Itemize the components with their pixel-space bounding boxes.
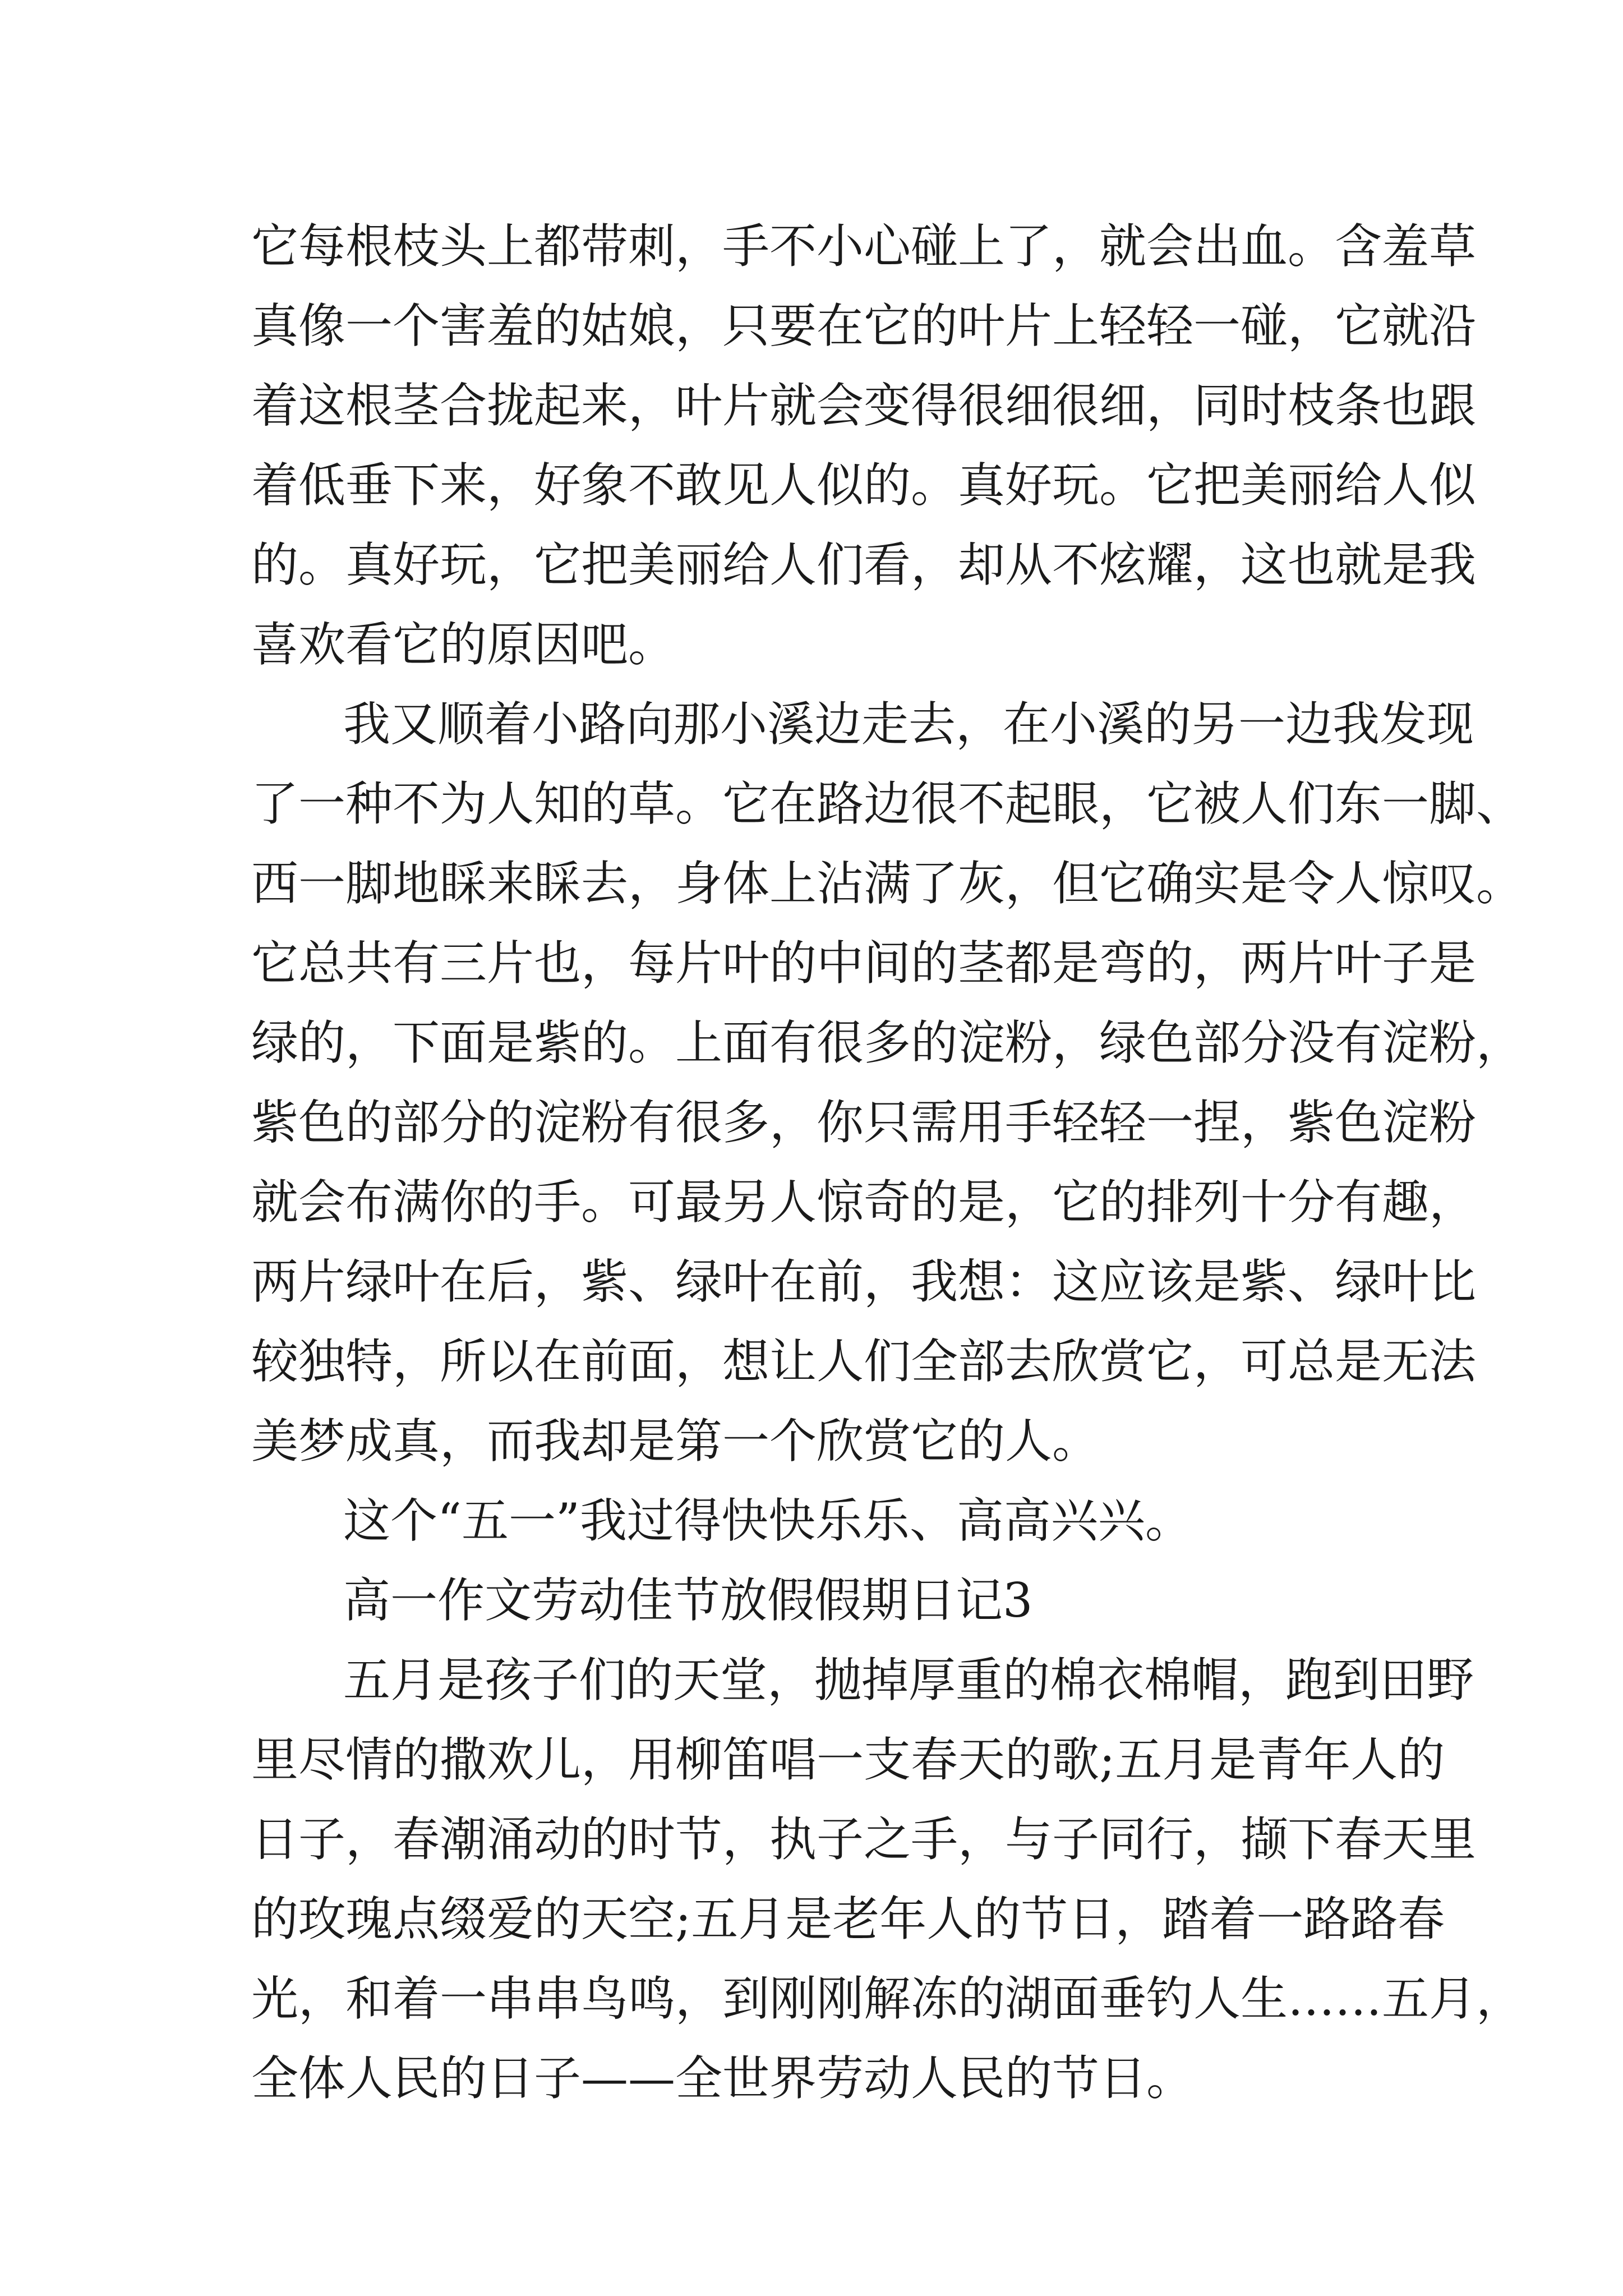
text-line: 较独特，所以在前面，想让人们全部去欣赏它，可总是无法 xyxy=(251,1334,1477,1389)
text-line: 光，和着一串串鸟鸣，到刚刚解冻的湖面垂钓人生……五月， xyxy=(251,1971,1524,2026)
text-line: 它总共有三片也，每片叶的中间的茎都是弯的，两片叶子是 xyxy=(251,936,1477,991)
text-line: 的玫瑰点缀爱的天空;五月是老年人的节日，踏着一路路春 xyxy=(251,1892,1445,1947)
text-line: 就会布满你的手。可最另人惊奇的是，它的排列十分有趣， xyxy=(251,1175,1477,1230)
text-line: 它每根枝头上都带刺，手不小心碰上了，就会出血。含羞草 xyxy=(251,219,1477,274)
text-line: 真像一个害羞的姑娘，只要在它的叶片上轻轻一碰，它就沿 xyxy=(251,298,1477,353)
document-body xyxy=(251,206,1524,2118)
text-line: 着这根茎合拢起来，叶片就会变得很细很细，同时枝条也跟 xyxy=(251,378,1477,433)
text-line: 这个“五一”我过得快快乐乐、高高兴兴。 xyxy=(343,1493,1192,1548)
paragraph xyxy=(251,206,1477,684)
text-line: 全体人民的日子——全世界劳动人民的节日。 xyxy=(251,2051,1194,2106)
text-line: 五月是孩子们的天堂，抛掉厚重的棉衣棉帽，跑到田野 xyxy=(343,1653,1474,1708)
section-heading xyxy=(251,1561,1390,1640)
text-line: 两片绿叶在后，紫、绿叶在前，我想：这应该是紫、绿叶比 xyxy=(251,1254,1477,1309)
text-line: 喜欢看它的原因吧。 xyxy=(251,617,676,672)
heading-line: 高一作文劳动佳节放假假期日记3 xyxy=(343,1573,1033,1628)
paragraph xyxy=(251,1481,1390,1561)
text-line: 了一种不为人知的草。它在路边很不起眼，它被人们东一脚、 xyxy=(251,776,1524,831)
text-line: 的。真好玩，它把美丽给人们看，却从不炫耀，这也就是我 xyxy=(251,537,1477,592)
text-line: 里尽情的撒欢儿，用柳笛唱一支春天的歌;五月是青年人的 xyxy=(251,1732,1445,1787)
text-line: 美梦成真，而我却是第一个欣赏它的人。 xyxy=(251,1414,1100,1469)
text-line: 着低垂下来，好象不敢见人似的。真好玩。它把美丽给人似 xyxy=(251,458,1477,513)
text-line: 西一脚地睬来睬去，身体上沾满了灰，但它确实是令人惊叹。 xyxy=(251,856,1524,911)
text-line: 紫色的部分的淀粉有很多，你只需用手轻轻一捏，紫色淀粉 xyxy=(251,1095,1477,1150)
text-line: 我又顺着小路向那小溪边走去，在小溪的另一边我发现 xyxy=(343,697,1474,752)
text-line: 绿的，下面是紫的。上面有很多的淀粉，绿色部分没有淀粉， xyxy=(251,1015,1524,1070)
paragraph xyxy=(251,684,1524,1481)
text-line: 日子，春潮涌动的时节，执子之手，与子同行，撷下春天里 xyxy=(251,1812,1477,1867)
paragraph xyxy=(251,1640,1524,2118)
